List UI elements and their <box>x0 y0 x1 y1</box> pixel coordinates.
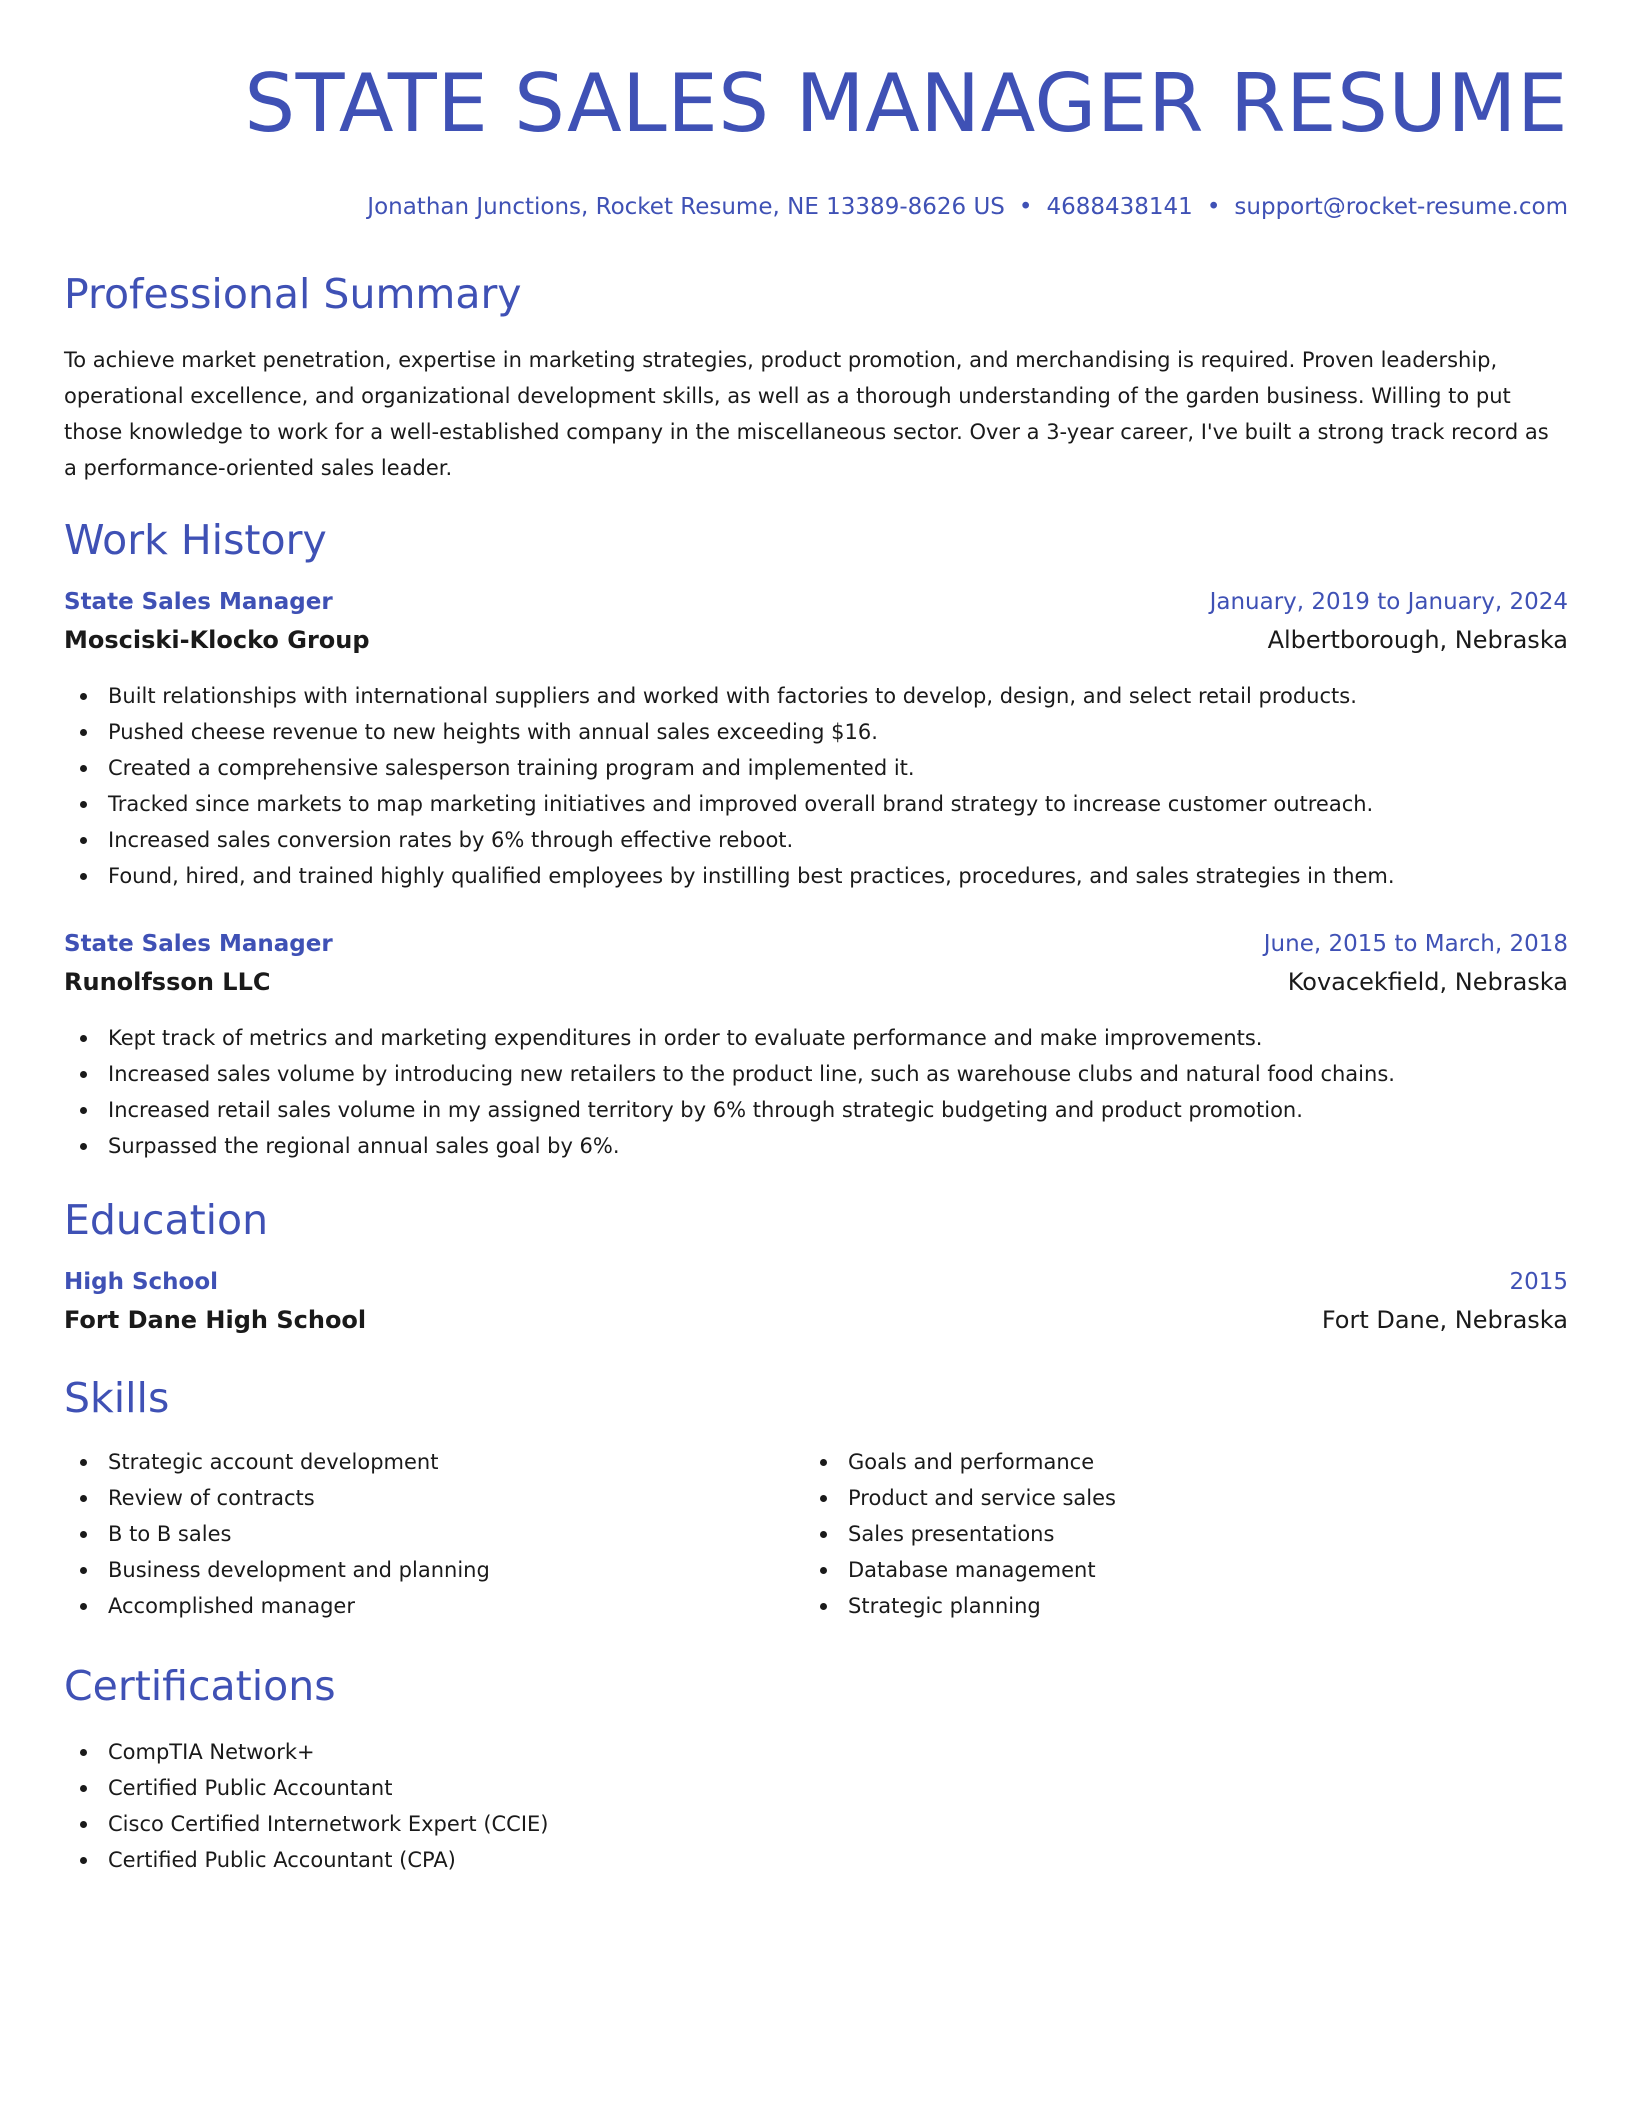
skills-grid <box>64 1444 1568 1624</box>
education-location: Fort Dane, Nebraska <box>1321 1306 1568 1334</box>
certifications-heading: Certifications <box>64 1662 336 1710</box>
job-title: State Sales Manager <box>64 589 333 615</box>
contact-separator: • <box>1018 194 1033 220</box>
contact-email[interactable]: support@rocket-resume.com <box>1234 194 1568 220</box>
summary-heading: Professional Summary <box>64 270 522 318</box>
list-item: Increased retail sales volume in my assigned territory by 6% through strategic budgeting and product promotion. <box>64 1092 1568 1128</box>
job-company: Mosciski-Klocko Group <box>64 626 370 654</box>
list-item: Created a comprehensive salesperson training program and implemented it. <box>64 750 1568 786</box>
list-item: Increased sales conversion rates by 6% through effective reboot. <box>64 822 1568 858</box>
skills-list-right <box>804 1444 1544 1624</box>
job-bullet-list <box>64 1020 1568 1164</box>
list-item: Accomplished manager <box>64 1588 804 1624</box>
list-item: Database management <box>804 1552 1544 1588</box>
job-title: State Sales Manager <box>64 931 333 957</box>
certifications-list <box>64 1734 1568 1878</box>
contact-separator: • <box>1206 194 1221 220</box>
education-school: Fort Dane High School <box>64 1306 367 1334</box>
list-item: Cisco Certified Internetwork Expert (CCIE) <box>64 1806 1568 1842</box>
list-item: Found, hired, and trained highly qualified employees by instilling best practices, procedures, and sales strategies in them. <box>64 858 1568 894</box>
contact-line <box>64 192 1568 222</box>
education-year: 2015 <box>1509 1269 1568 1295</box>
contact-phone[interactable]: 4688438141 <box>1046 194 1193 220</box>
resume-title: STATE SALES MANAGER RESUME <box>244 57 1568 150</box>
list-item: Business development and planning <box>64 1552 804 1588</box>
education-degree: High School <box>64 1269 219 1295</box>
job-bullet-list <box>64 678 1568 894</box>
list-item: Kept track of metrics and marketing expenditures in order to evaluate performance and make improvements. <box>64 1020 1568 1056</box>
list-item: Built relationships with international suppliers and worked with factories to develop, design, and select retail products. <box>64 678 1568 714</box>
list-item: Increased sales volume by introducing new retailers to the product line, such as warehouse clubs and natural food chains. <box>64 1056 1568 1092</box>
list-item: Surpassed the regional annual sales goal by 6%. <box>64 1128 1568 1164</box>
list-item: Certified Public Accountant <box>64 1770 1568 1806</box>
certifications-section <box>64 1660 1568 1878</box>
list-item: CompTIA Network+ <box>64 1734 1568 1770</box>
list-item: Strategic account development <box>64 1444 804 1480</box>
work-history-heading: Work History <box>64 516 327 564</box>
list-item: Strategic planning <box>804 1588 1544 1624</box>
list-item: Review of contracts <box>64 1480 804 1516</box>
work-history-section <box>64 514 1568 1164</box>
list-item: Sales presentations <box>804 1516 1544 1552</box>
skills-heading: Skills <box>64 1374 170 1422</box>
list-item: Product and service sales <box>804 1480 1544 1516</box>
job-entry <box>64 928 1568 1164</box>
job-company: Runolfsson LLC <box>64 968 271 996</box>
job-location: Albertborough, Nebraska <box>1267 626 1568 654</box>
education-heading: Education <box>64 1196 269 1244</box>
education-section <box>64 1194 1568 1336</box>
list-item: Goals and performance <box>804 1444 1544 1480</box>
job-dates: June, 2015 to March, 2018 <box>1263 931 1568 957</box>
skills-list-left <box>64 1444 804 1624</box>
list-item: Pushed cheese revenue to new heights with annual sales exceeding $16. <box>64 714 1568 750</box>
contact-address: Jonathan Junctions, Rocket Resume, NE 13389-8626 US <box>367 194 1005 220</box>
job-dates: January, 2019 to January, 2024 <box>1209 589 1568 615</box>
job-location: Kovacekfield, Nebraska <box>1287 968 1568 996</box>
list-item: B to B sales <box>64 1516 804 1552</box>
summary-section <box>64 268 1568 486</box>
skills-section <box>64 1372 1568 1624</box>
summary-text: To achieve market penetration, expertise in marketing strategies, product promotion, and merchandising is required. Proven leadership, operational excellence, and organizational development skills, as well as a thorough understanding of the garden business. Willing to put those knowledge to work for a well-established company in the miscellaneous sector. Over a 3-year career, I've built a strong track record as a performance-oriented sales leader. <box>64 348 1549 480</box>
list-item: Tracked since markets to map marketing initiatives and improved overall brand strategy to increase customer outreach. <box>64 786 1568 822</box>
list-item: Certified Public Accountant (CPA) <box>64 1842 1568 1878</box>
job-entry <box>64 586 1568 894</box>
